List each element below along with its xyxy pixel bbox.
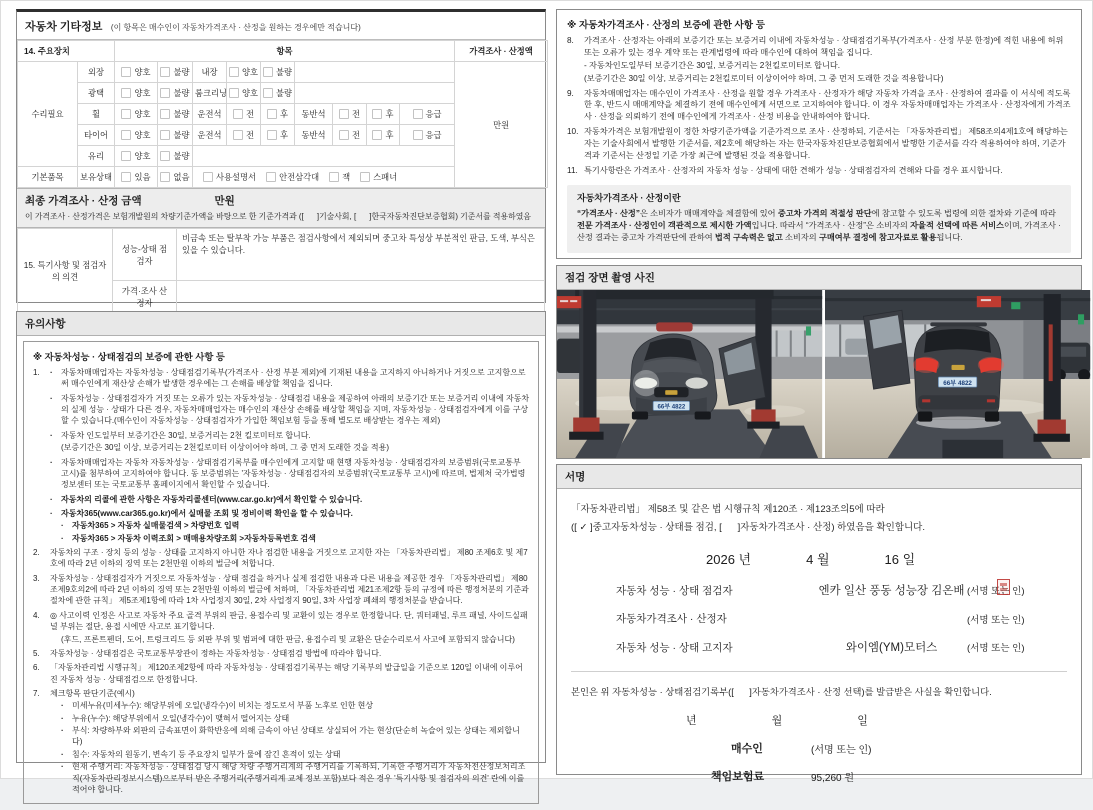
row-label: 휠 [78,104,115,125]
notice-line-text: - 자동차인도일부터 보증기간은 30일, 보증거리는 2천킬로미터로 합니다. [584,60,841,70]
insurance-label: 책임보험료 [711,771,765,783]
table-cell [367,104,400,125]
price-warranty-section [556,9,1082,259]
notice-line [33,533,530,544]
checkbox[interactable] [339,109,349,119]
table-cell [227,62,261,83]
appraiser-opinion-text[interactable] [177,281,545,313]
table-cell [115,83,158,104]
notice-line-number: 3. [33,573,40,583]
col-header-item: 항목 [115,41,455,62]
notice-line-text: ◎ 사고이력 인정은 사고로 자동차 주요 골격 부위의 판금, 용접수리 및 교환이 있는 경우로 한정합니다. 단, 쿼터패널, 루프 패널, 사이드실패널 부위는 절단, 용접 시에만 사고로 표기합니다. [50,610,528,632]
inspector-opinion-text: 비금속 또는 탈부착 가능 부품은 점검사항에서 제외되며 중고차 특성상 부분적인 판금, 도색, 부식은 있을 수 있습니다. [177,229,545,281]
notice-line [33,700,530,711]
notice-line-text: 체크항목 판단기준(예시) [50,688,135,698]
basic-items-label: 기본품목 [18,167,78,188]
inspection-photo-front [557,290,822,458]
checkbox-option[interactable]: 양호 [121,150,150,162]
row-label: 운전석 [193,104,227,125]
notice-line [33,610,530,633]
checkbox-option[interactable]: 양호 [121,108,150,120]
checkbox[interactable] [266,172,276,182]
notice-line [33,688,530,699]
table-cell [333,125,367,146]
confirmation-text: ([ ✓ ]중고자동차성능 · 상태를 점검, [ ]자동차가격조사 · 산정) 하였음을 확인합니다. [571,522,925,533]
bullet-icon: · [50,457,53,467]
signer-row-appraiser [571,611,1067,626]
notice-line [33,573,530,607]
sign-or-seal-note: (서명 또는 인) [811,744,872,756]
checkbox-option[interactable]: 전 [233,108,254,120]
bullet-icon: · [61,749,64,759]
left-column [16,9,546,794]
inspection-photos-section [556,265,1082,459]
table-cell [261,62,295,83]
checkbox-option[interactable]: 사용설명서 [203,171,256,183]
date-year: 2026 [706,552,735,567]
repair-needed-label: 수리필요 [18,62,78,167]
notice-line-number: 10. [567,127,579,137]
notice-line-text: 침수: 자동차의 원동기, 변속기 등 주요장치 일부가 물에 잠긴 흔적이 있는 상태 [72,749,341,759]
checkbox[interactable] [203,172,213,182]
col-header-price: 가격조사 · 산정액 [455,41,548,62]
checkbox[interactable] [267,130,277,140]
checkbox[interactable] [160,130,170,140]
sign-or-seal-note: (서명 또는 인) [967,583,1067,597]
checkbox-option[interactable]: 응급 [413,108,442,120]
col-header-device: 14. 주요장치 [18,41,115,62]
table-cell [400,125,455,146]
checkbox[interactable] [233,130,243,140]
special-remarks-table [17,228,545,313]
inspector-sub-label: 성능-상태 점검자 [113,229,177,281]
notice-line-number: 9. [567,88,574,98]
checkbox-option[interactable]: 불량 [160,108,189,120]
appraisal-definition-text: “가격조사 · 산정”은 소비자가 매매계약을 체결함에 있어 중고차 가격의 적절성 판단에 참고할 수 있도록 법령에 의한 절차와 기준에 따라 전문 가격조사 · 산정인이 객관적으로 제시한 가액입니다. 따라서 “가격조사 · 산정”은 소비자의 자율적 선택에 따른 서비스이며, 가격조사 · 산정 결과는 중고차 가격판단에 관하여 법적 구속력은 없고 소비자의 구매여부 결정에 참고자료로 활용됩니다. [577,208,1061,243]
checkbox[interactable] [360,172,370,182]
performance-warranty-heading: ※ 자동차성능 · 상태점검의 보증에 관한 사항 등 [33,352,225,362]
notice-line-text: 자동차365 > 자동차 실매물검색 > 차량번호 입력 [72,521,240,531]
cautions-header: 유의사항 [17,312,545,336]
checkbox[interactable] [121,151,131,161]
table-cell [400,104,455,125]
row-label: 타이어 [78,125,115,146]
checkbox-option[interactable]: 후 [372,108,393,120]
price-warranty-heading: ※ 자동차가격조사 · 산정의 보증에 관한 사항 등 [567,20,765,31]
notice-line-text: 자동차성능 · 상태점검자가 거짓 또는 오류가 있는 자동차성능 · 상태점검 내용을 제공하여 아래의 보증기간 또는 보증거리 이내에 자동차의 실제 성능 · 상태가 다른 경우, 자동차매매업자는 매수인의 재산상 손해를 배상할 책임을 지며, 자동차성능 · 상태점검자에게 이를 구상할 수 있습니다.(매수인이 자동차성능 · 상태점검자가 가입한 책임보험 등을 통해 별도로 배상받는 경우는 제외) [61,393,530,426]
bullet-icon: · [61,701,64,711]
table-cell [193,146,455,167]
car-rear [913,322,1004,428]
notice-line-text: (후드, 프론트펜더, 도어, 트렁크리드 등 외판 부위 및 범퍼에 대한 판금, 용접수리 및 교환은 단순수리로서 사고에 포함되지 않습니다) [61,634,515,644]
row-label: 유리 [78,146,115,167]
checkbox[interactable] [339,130,349,140]
checkbox-option[interactable]: 불량 [160,66,189,78]
checkbox-option[interactable]: 불량 [160,150,189,162]
checkbox[interactable] [121,67,131,77]
checkbox[interactable] [263,67,273,77]
checkbox[interactable] [413,109,423,119]
major-device-table [17,40,548,188]
notice-line [33,749,530,760]
bullet-icon: · [61,762,64,772]
table-cell [227,125,261,146]
notice-line [567,126,1071,162]
bullet-icon: · [61,521,64,531]
table-cell [158,146,193,167]
notice-line-number: 7. [33,688,40,698]
red-sign [977,296,1001,307]
signer-value: 엔카 일산 풍동 성능장 김온배 [818,585,965,597]
checkbox-option[interactable]: 양호 [229,87,258,99]
table-cell [295,83,455,104]
photos-header: 점검 장면 촬영 사진 [557,266,1081,290]
table-cell [261,83,295,104]
insurance-row [571,768,1067,784]
notice-line [567,60,1071,72]
date-day: 16 [884,552,899,567]
notice-line [567,88,1071,124]
bullet-icon: · [50,368,53,377]
notice-line-number: 6. [33,663,40,673]
checkbox[interactable] [160,172,170,182]
checkbox[interactable] [329,172,339,182]
checkbox-option[interactable]: 양호 [121,87,150,99]
checkbox-option[interactable]: 양호 [121,129,150,141]
table-cell [367,125,400,146]
notice-line-text: 자동차365(www.car365.go.kr)에서 실매물 조회 및 정비이력 확인을 할 수 있습니다. [61,508,353,518]
row-label: 외장 [78,62,115,83]
red-sign [557,296,581,308]
checkbox[interactable] [160,88,170,98]
checkbox[interactable] [160,151,170,161]
notice-line [33,430,530,441]
checkbox[interactable] [413,130,423,140]
license-plate-number: 66부 4822 [943,380,973,388]
notice-line-number: 5. [33,648,40,658]
notice-line-text: 「자동차관리법 시행규칙」 제120조제2항에 따라 자동차성능 · 상태점검기록부는 해당 기록부의 발급일을 기준으로 120일 이내에 이루어진 자동차 성능 · 상태점검으로 한정합니다. [50,663,523,684]
notice-line-text: 미세누유(미세누수): 해당부위에 오일(냉각수)이 비치는 정도로서 부품 노후로 인한 현상 [72,701,374,711]
notice-line-text: 자동차의 리콜에 관한 사항은 자동차리콜센터(www.car.go.kr)에서 확인할 수 있습니다. [61,494,363,504]
notice-line-text: 자동차의 구조 · 장치 등의 성능 · 상태를 고지하지 아니한 자나 점검한 내용을 거짓으로 고지한 자는 「자동차관리법」 제80 조제6호 및 제7호에 따라 2년 이하의 징역 또는 2천만원 이하의 벌금에 처합니다. [50,548,528,569]
notice-line-number: 4. [33,610,40,620]
checkbox[interactable] [160,67,170,77]
checkbox[interactable] [160,109,170,119]
bullet-icon: · [50,430,53,440]
notice-line [33,508,530,519]
photo-strip [557,290,1081,458]
notice-line-text: 가격조사 · 산정자는 아래의 보증기간 또는 보증거리 이내에 자동차성능 · 상태점검기록부(가격조사 · 산정 부분 한정)에 적힌 내용에 허위 또는 오류가 있는 경우 계약 또는 관계법령에 따라 매수인에 대하여 책임을 집니다. [584,36,1064,57]
section-title: 자동차 기타정보 [25,21,103,33]
table-cell [158,125,193,146]
notice-line-text: 자동차매매업자는 매수인이 가격조사 · 산정을 원할 경우 가격조사 · 산정자가 해당 자동차 가격을 조사 · 산정하여 결과를 이 서식에 적도록 한 후, 반드시 매매계약을 체결하기 전에 매수인에게 서면으로 고지하여야 합니다. 이 경우 자동차매매업자는 가격조사 · 산정자에게 가격조사 · 산정을 의뢰하기 전에 매수인에게 가격조사 · 산정 비용을 안내하여야 합니다. [584,88,1071,122]
inspector-seal-stamp [997,579,1010,595]
notice-line [33,393,530,427]
notice-line [33,442,530,453]
notice-line-text: 누유(누수): 해당부위에서 오일(냉각수)이 맺혀서 떨어지는 상태 [72,713,290,723]
license-plate-number: 66부 4822 [657,404,686,411]
final-price-desc: 이 가격조사 · 산정가격은 보험개발원의 차량기준가액을 바탕으로 한 기준가격과 ([ ]기술사회, [ ]한국자동차진단보증협회) 기준서를 적용하였음 [25,212,531,221]
checkbox-option[interactable]: 있음 [121,171,150,183]
exit-sign [1011,302,1020,309]
checkbox-option[interactable]: 없음 [160,171,189,183]
table-cell [158,104,193,125]
checkbox-option[interactable]: 전 [339,108,360,120]
notice-line [33,494,530,505]
appraisal-definition-box [567,185,1071,253]
final-price-section [17,188,545,228]
checkbox-option[interactable]: 안전삼각대 [266,171,319,183]
notice-line [33,457,530,491]
checkbox-option[interactable]: 불량 [160,87,189,99]
checkbox[interactable] [121,130,131,140]
sign-or-seal-note: (서명 또는 인) [967,643,1025,654]
checkbox[interactable] [229,88,239,98]
notice-line [567,73,1071,85]
table-cell [333,104,367,125]
checkbox[interactable] [263,88,273,98]
notice-line [33,662,530,685]
checkbox-option[interactable]: 스패너 [360,171,397,183]
notice-line-text: 자동차성능 · 상태점검은 국토교통부장관이 정하는 자동차성능 · 상태점검 방법에 따라야 합니다. [50,648,382,658]
checkbox-option[interactable]: 불량 [263,66,292,78]
checkbox[interactable] [229,67,239,77]
holding-state-label: 보유상태 [78,167,115,188]
row-label: 광택 [78,83,115,104]
row-label: 내장 [193,62,227,83]
row-label: 운전석 [193,125,227,146]
inspection-photo-rear [825,290,1090,458]
table-cell [193,167,455,188]
buyer-label: 매수인 [731,743,763,755]
chevrolet-bowtie-emblem [952,365,965,370]
notice-line-number: 11. [567,165,578,175]
table-cell [115,104,158,125]
notice-line-text: (보증기간은 30일 이상, 보증거리는 2천킬로미터 이상이어야 하며, 그 중 먼저 도래한 것을 적용합니다) [584,73,944,83]
checkbox-option[interactable]: 잭 [329,171,350,183]
checkbox-option[interactable]: 후 [267,108,288,120]
notice-line-text: (보증기간은 30일 이상, 보증거리는 2천킬로미터 이상이어야 하며, 그 중 먼저 도래한 것을 적용) [61,443,389,453]
signer-row-inspector [571,582,1067,598]
special-remarks-label: 15. 특기사항 및 점검자의 의견 [18,229,113,313]
final-price-unit: 만원 [214,195,235,207]
insurance-value: 95,260 원 [811,772,855,784]
other-info-header [17,12,545,40]
checkbox[interactable] [372,130,382,140]
notice-line-text: 자동차매매업자는 자동차 자동차성능 · 상태점검기록부를 매수인에게 고지할 때 현행 자동차성능 · 상태점검자의 보증범위(국토교통부 고시)를 첨부하여 고지하여야 합니다. 동 보증범위는 '자동차성능 · 상태점검자의 보증범위'(국토교통부 고시)에 따르며, 법제처 국가법령정보센터 또는 국토교통부 홈페이지에서 확인할 수 있습니다. [61,457,526,490]
checkbox[interactable] [233,109,243,119]
table-cell [115,146,158,167]
notice-line-text: 자동차매매업자는 자동차성능 · 상태점검기록부(가격조사 · 산정 부분 제외)에 기재된 내용을 고지하지 아니하거나 거짓으로 고지함으로써 매수인에게 재산상 손해가 발생한 경우에는 그 손해를 배상할 책임을 집니다. [61,368,526,389]
notice-line [567,35,1071,59]
notice-line [33,547,530,570]
section-subtitle: (이 항목은 매수인이 자동차가격조사 · 산정을 원하는 경우에만 적습니다) [110,23,361,32]
table-cell [158,167,193,188]
appraiser-sub-label: 가격·조사 산정자 [113,281,177,313]
notice-line-number: 2. [33,548,40,558]
notice-line [33,725,530,748]
signer-value: 와이엠(YM)모터스 [845,642,938,654]
notice-line-text: 자동차가격은 보험개발원이 정한 차량기준가액을 기준가격으로 조사 · 산정하되, 기준서는 「자동차관리법」 제58조의4제1호에 해당하는 자는 기술사회에서 발행한 기준서를, 제2호에 해당하는 자는 한국자동차진단보증협회에서 발행한 기준서를 각각 적용하여야 하며, 기준가격과 기준서는 산정일 기준 가장 최근에 발행된 것을 적용합니다. [584,127,1068,161]
row-label: 룸크리닝 [193,83,227,104]
bullet-icon: · [50,508,53,518]
bullet-icon: · [61,533,64,543]
receipt-date-blanks: 년 월 일 [686,715,868,727]
bullet-icon: · [50,494,53,504]
date-month: 4 [806,552,814,567]
notice-line-text: 자동차 인도일부터 보증기간은 30일, 보증거리는 2천 킬로미터로 합니다. [61,430,311,440]
table-cell [115,125,158,146]
table-cell [115,62,158,83]
table-cell [261,125,295,146]
divider [571,671,1067,672]
checkbox-option[interactable]: 양호 [229,66,258,78]
signature-section [556,464,1082,784]
bullet-icon: · [50,393,53,403]
notice-line-number: 8. [567,36,574,45]
row-label: 동반석 [295,125,333,146]
notice-line-text: 현재 주행거리: 자동차성능 · 상태점검 당시 해당 차량 주행거리계의 주행거리를 기록하되, 기록한 주행거리가 자동차전산정보처리조직(자동차관리정보시스템)으로부터 받은 주행거리(주행거리계 교체 정보 포함)보다 적은 경우 '특기사항 및 점검자의 의견' 란에 이를 적어야 합니다. [72,762,526,794]
final-price-title: 최종 가격조사 · 산정 금액 [25,195,142,207]
bullet-icon: · [61,713,64,723]
inspection-date: 2026 년 4 월 16 일 [706,552,916,567]
notice-line-text: 자동차성능 · 상태점검자가 거짓으로 자동차성능 · 상태 점검을 하거나 실제 점검한 내용과 다른 내용을 제공한 경우 「자동차관리법」 제80조제9호의2에 따라 2년 이하의 징역 또는 2천만원 이하의 벌금에 처하며, 「자동차관리법 제21조제2항 등의 규정에 따른 행정처분의 기준과 절차에 관한 규칙」 제5조제1항에 따라 1차 사업정지 30일, 2차 사업정지 90일, 3차 사업장 폐쇄의 행정처분을 받습니다. [50,573,529,606]
checkbox[interactable] [372,109,382,119]
table-cell [261,104,295,125]
signer-label: 자동차 성능 · 상태 고지자 [616,641,733,654]
notice-line-text: 자동차365 > 자동차 이력조회 > 매매용차량조회 >자동차등록번호 검색 [72,533,316,543]
appraisal-definition-title: 자동차가격조사 · 산정이란 [577,192,681,203]
checkbox-option[interactable]: 전 [233,129,254,141]
checkbox[interactable] [121,109,131,119]
table-cell [158,83,193,104]
buyer-row [571,740,1067,756]
table-cell [295,62,455,83]
checkbox-option[interactable]: 불량 [263,87,292,99]
signer-label: 자동차가격조사 · 산정자 [616,613,727,625]
chevrolet-bowtie-emblem [665,390,677,395]
checkbox-option[interactable]: 후 [267,129,288,141]
table-cell [227,83,261,104]
notice-line-text: 부식: 차량하부와 외판의 금속표면이 화학반응에 의해 금속이 아닌 상태로 상실되어 가는 현상(단순히 녹슬어 있는 상태는 제외합니다) [72,726,520,747]
notice-line [33,520,530,531]
checkbox-option[interactable]: 전 [339,129,360,141]
row-label: 동반석 [295,104,333,125]
checkbox-option[interactable]: 불량 [160,129,189,141]
table-cell [227,104,261,125]
checkbox-option[interactable]: 후 [372,129,393,141]
checkbox-option[interactable]: 양호 [121,66,150,78]
signer-label: 자동차 성능 · 상태 점검자 [616,584,733,597]
price-unit-cell: 만원 [455,62,548,188]
notice-line [33,634,530,645]
cautions-list [33,367,530,795]
sign-or-seal-note: (서명 또는 인) [967,614,1025,626]
notice-line [33,761,530,795]
checkbox[interactable] [121,88,131,98]
checkbox-option[interactable]: 응급 [413,129,442,141]
table-cell [115,167,158,188]
receipt-confirmation-text: 본인은 위 자동차성능 · 상태점검기록부([ ]자동차가격조사 · 산정 선택)를 발급받은 사실을 확인합니다. [571,687,992,697]
table-cell [158,62,193,83]
checkbox[interactable] [267,109,277,119]
notice-line [33,713,530,724]
right-column [556,9,1082,784]
notice-line-text: 특기사항란은 가격조사 · 산정자의 자동차 성능 · 상태에 대한 견해가 성능 · 상태점검자의 견해와 다를 경우 표시합니다. [584,165,1003,175]
signer-row-notifier [571,639,1067,655]
cautions-section [16,311,546,794]
bullet-icon: · [61,726,64,736]
notice-line-number: 1. [33,368,40,377]
signature-header: 서명 [557,465,1081,489]
other-info-section [16,9,546,308]
price-warranty-list [567,35,1071,177]
cautions-body [23,341,539,804]
notice-line [33,648,530,659]
notice-line [567,165,1071,177]
law-reference-text: 「자동차관리법」 제58조 및 같은 법 시행규칙 제120조 · 제123조의5에 따라 [571,504,885,515]
notice-line [33,367,530,390]
checkbox[interactable] [121,172,131,182]
